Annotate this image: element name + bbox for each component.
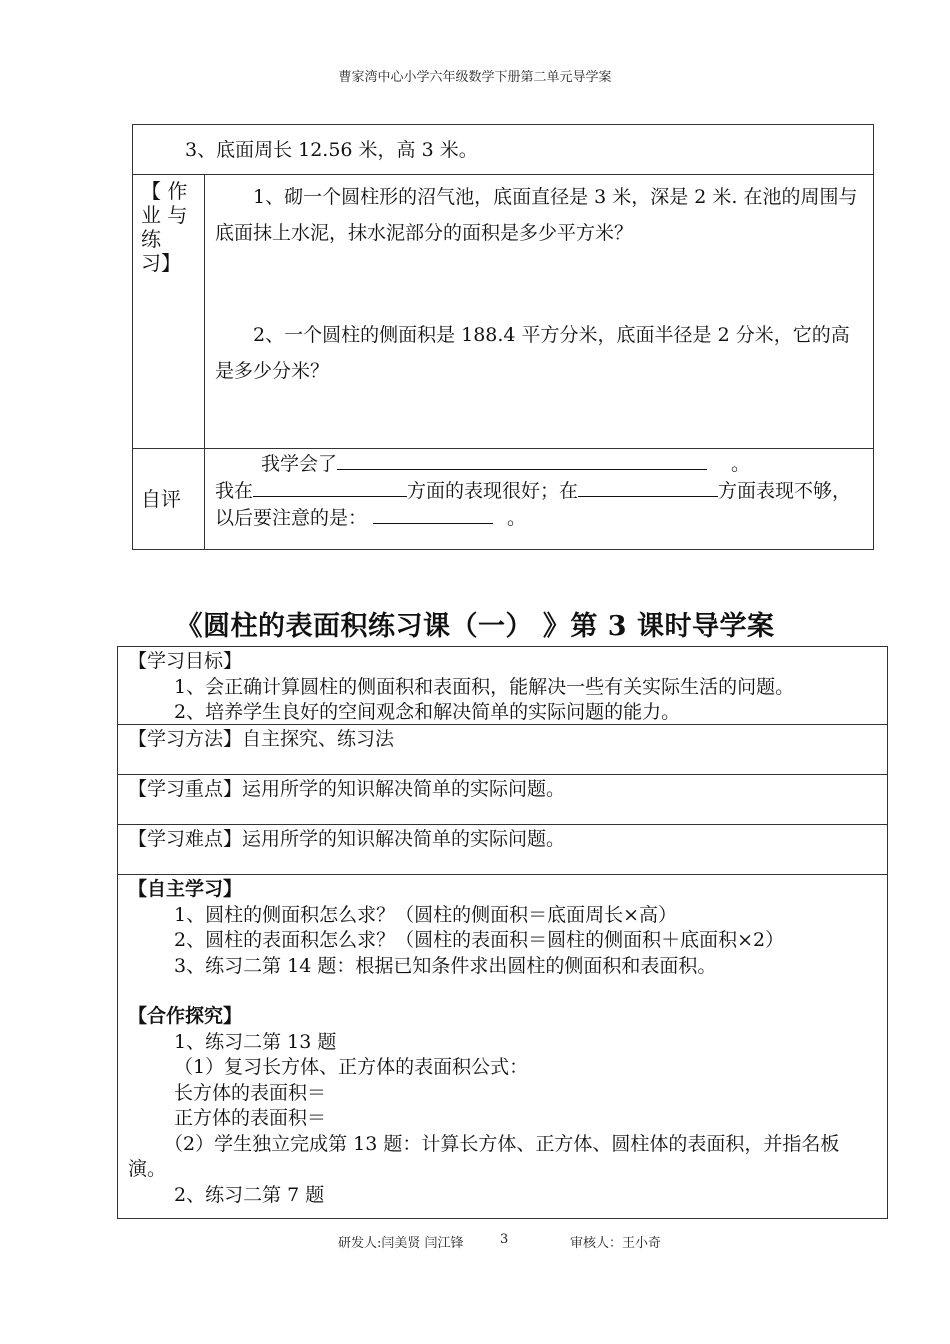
- goal-item: 2、培养学生良好的空间观念和解决简单的实际问题的能力。: [174, 701, 681, 723]
- page-header: 曹家湾中心小学六年级数学下册第二单元导学案: [338, 70, 612, 85]
- learning-method: [118, 725, 887, 775]
- homework-question-1: 1、砌一个圆柱形的沼气池，底面直径是 3 米，深是 2 米. 在池的周围与底面抹上水泥，抹水泥部分的面积是多少平方米？: [215, 186, 858, 244]
- homework-label: 【 作 业 与 练 习】: [133, 175, 205, 448]
- period: 。: [731, 453, 751, 475]
- table-row: [133, 125, 873, 175]
- goal-heading: 【学习目标】: [128, 650, 243, 672]
- exercise-3-text: 3、底面周长 12.56 米，高 3 米。: [185, 138, 478, 161]
- coop-item: （1）复习长方体、正方体的表面积公式：: [174, 1056, 529, 1078]
- key-point: [118, 775, 887, 825]
- weak-aspect-blank[interactable]: [578, 478, 718, 497]
- footer-reviewer: 审核人：王小奇: [570, 1236, 662, 1251]
- self-eval-row: [133, 449, 873, 549]
- worksheet-table-top: [132, 124, 874, 550]
- study-section: [118, 875, 887, 1218]
- period: 。: [507, 507, 527, 529]
- self-eval-content: [205, 449, 873, 549]
- attention-blank[interactable]: [373, 505, 493, 524]
- homework-question-2: 2、一个圆柱的侧面积是 188.4 平方分米，底面半径是 2 分米，它的高是多少分米？: [215, 324, 850, 382]
- method-text: 【学习方法】自主探究、练习法: [128, 728, 395, 750]
- coop-item: 1、练习二第 13 题: [174, 1030, 337, 1053]
- self-study-item: 3、练习二第 14 题：根据已知条件求出圆柱的侧面积和表面积。: [174, 954, 717, 977]
- coop-item: （2）学生独立完成第 13 题：计算长方体、正方体、圆柱体的表面积，并指名板演。: [128, 1132, 840, 1180]
- lesson-title: 《圆柱的表面积练习课（一） 》第 3 课时导学案: [175, 611, 775, 642]
- coop-item: 正方体的表面积＝: [174, 1107, 327, 1129]
- learned-blank[interactable]: [337, 451, 707, 470]
- self-eval-label: 自评: [133, 449, 205, 549]
- difficulty: [118, 825, 887, 875]
- self-eval-text-a: 我在: [215, 480, 254, 502]
- homework-row: [133, 175, 873, 449]
- self-eval-text-c: 方面表现不够，以后要注意的是：: [215, 480, 852, 529]
- key-point-text: 【学习重点】运用所学的知识解决简单的实际问题。: [128, 778, 566, 800]
- page-number: 3: [500, 1232, 509, 1247]
- difficulty-text: 【学习难点】运用所学的知识解决简单的实际问题。: [128, 828, 566, 850]
- coop-item: 2、练习二第 7 题: [174, 1183, 325, 1206]
- self-eval-text-b: 方面的表现很好；在: [407, 480, 579, 502]
- self-study-item: 2、圆柱的表面积怎么求？（圆柱的表面积＝圆柱的侧面积＋底面积×2）: [174, 929, 785, 951]
- self-study-heading: 【自主学习】: [128, 878, 243, 900]
- good-aspect-blank[interactable]: [253, 478, 407, 497]
- worksheet-table-bottom: [117, 646, 888, 1219]
- self-eval-learned-label: 我学会了: [261, 453, 338, 475]
- coop-item: 长方体的表面积＝: [174, 1081, 327, 1104]
- learning-goals: [118, 647, 887, 725]
- homework-content: [205, 175, 873, 448]
- goal-item: 1、会正确计算圆柱的侧面积和表面积，能解决一些有关实际生活的问题。: [174, 675, 795, 698]
- footer-authors: 研发人:闫美贤 闫江锋: [338, 1236, 464, 1251]
- self-study-item: 1、圆柱的侧面积怎么求？（圆柱的侧面积＝底面周长×高）: [174, 903, 678, 926]
- coop-heading: 【合作探究】: [128, 1005, 243, 1027]
